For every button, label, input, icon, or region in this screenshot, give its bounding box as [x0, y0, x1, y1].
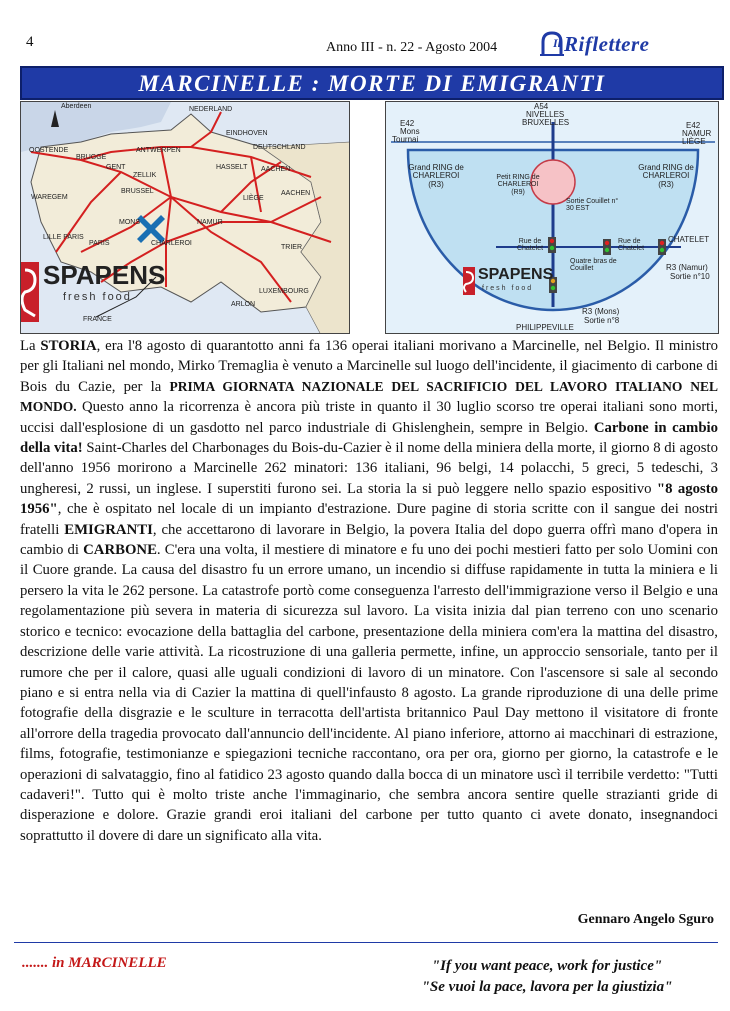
map-label: BRUGGE [76, 154, 107, 161]
article-emphasis: EMIGRANTI [64, 521, 153, 538]
map-label: HASSELT [216, 164, 248, 171]
map-label: NIVELLES [526, 110, 565, 119]
map-label: A54 [534, 102, 549, 111]
page-number: 4 [26, 34, 34, 50]
masthead-logo [540, 30, 720, 58]
sponsor-tagline: fresh food [482, 285, 534, 292]
traffic-light-icon [658, 239, 666, 255]
map-label: LIÈGE [243, 195, 264, 202]
sponsor-tagline: fresh food [63, 291, 132, 303]
author-name: Gennaro Angelo Sguro [577, 912, 714, 927]
map-label: E42 [400, 119, 415, 128]
map-label: R3 (Mons) [582, 307, 620, 316]
logo-name: Riflettere [564, 32, 650, 56]
charleroi-ring-map [385, 101, 719, 334]
article-text: La [20, 338, 41, 354]
quote-english: "If you want peace, work for justice" [431, 958, 663, 974]
belgium-road-map [20, 101, 350, 334]
map-label: Sortie n°8 [584, 316, 620, 325]
map-label: Rue de Chatelet [618, 238, 645, 253]
article-text: , che è ospitato nel locale di un impianto d'estrazione. Dure pagine di storia scritte con il sangue dei nostri fratelli [20, 501, 718, 538]
map-label: BRUSSEL [121, 188, 154, 195]
map-label: PHILIPPEVILLE [516, 323, 574, 332]
sponsor-brand: SPAPENS [43, 260, 166, 290]
map-label: FRANCE [83, 316, 112, 323]
map-label: Sortie Couillet n° 30 EST [566, 198, 619, 213]
map-label: ARLON [231, 301, 256, 308]
map-label: EINDHOVEN [226, 130, 268, 137]
map-label: Grand RING de CHARLEROI (R3) [638, 163, 694, 189]
map-label: LILLE PARIS [43, 234, 84, 241]
map-label: Rue de Chatelet [516, 238, 544, 253]
issue-info: Anno III - n. 22 - Agosto 2004 [326, 40, 498, 55]
map-label: NAMUR [197, 219, 223, 226]
map-label: Grand RING de CHARLEROI (R3) [408, 163, 464, 189]
traffic-light-icon [548, 237, 556, 253]
article-text: , era l'8 agosto di quarantotto anni fa 136 operai italiani morivano a Marcinelle, nel Belgio. Il ministro per gli Italiani nel mondo, Mirko Tremaglia è venuto a Marcinelle sul luogo dell'incidente, il giacimento di carbone di Bois du Cazie, per la [20, 338, 719, 395]
map-label: Tournai [392, 135, 419, 144]
map-label: LUXEMBOURG [259, 288, 309, 295]
map-label: Petit RING de CHARLEROI (R9) [496, 174, 540, 196]
ring-map-graphic [386, 102, 719, 334]
traffic-light-icon [603, 239, 611, 255]
map-label: TRIER [281, 244, 302, 251]
article-emphasis: STORIA [40, 338, 97, 354]
map-label: NAMUR [682, 129, 712, 138]
map-label: Quatre bras de Couillet [570, 258, 617, 273]
article-title: MARCINELLE : MORTE DI EMIGRANTI [138, 71, 606, 96]
map-label: ANTWERPEN [136, 147, 181, 154]
article-text: , che accettarono di lavorare in Belgio, la povera Italia del dopo guerra offrì mano d'opera in cambio di [20, 521, 719, 559]
map-label: E42 [686, 121, 701, 130]
article-emphasis: Carbone in cambio della vita! [20, 419, 719, 457]
map-label: NEDERLAND [189, 106, 233, 113]
map-label: Sortie n°10 [670, 272, 710, 281]
map-label: AACHEN [261, 166, 291, 173]
sponsor-brand: SPAPENS [478, 266, 554, 283]
footer-quote [382, 956, 712, 998]
logo-prefix: Il [553, 36, 562, 50]
map-label: Aberdeen [61, 103, 92, 110]
map-label: MONS [119, 219, 140, 226]
quote-italian: "Se vuoi la pace, lavora per la giustizia" [421, 979, 673, 995]
map-label: R3 (Namur) [666, 263, 708, 272]
map-label: WAREGEM [31, 194, 68, 201]
map-label: CHARLEROI [151, 240, 192, 247]
article-emphasis: "8 agosto 1956" [20, 480, 718, 518]
map-label: Mons [400, 127, 420, 136]
map-label: CHATELET [668, 235, 710, 244]
article-text: . C'era una volta, il mestiere di minatore e fu uno dei pochi mestieri fatto per solo Uomini con il Cuore grande. La causa del disastro fu un errore umano, un incendio si diffuse rapidamente in tutta la miniera e li persero la vita le 262 persone. La catastrofe portò come conseguenza l'arresto dell'immigrazione verso il Belgio e una regolamentazione più severa in materia di sicurezza sul lavoro. La visita inizia dal pian terreno con uno scenario storico e tecnico: evocazione della battaglia del carbone, presentazione della miniera com'era la mattina del disastro, descrizione delle varie attività. La ricostruzione di una galleria permette, infine, un approccio sensoriale, tanto per il rumore che per il calore, quasi alle uguali condizioni di lavoro di un minatore. Con l'ascensore si sale al secondo piano e si entra nella via di Cazier la mattina di quell'infausto 8 agosto. La grande riproduzione di una delle prime fotografie della disgrazie e le sculture in terracotta dell'artista britannico Paul Day mettono il visitatore di fronte all'orrore della tragedia provocato dall'annuncio dell'incidente. Al piano inferiore, attorno ai macchinari di estrazione, films, fotografie, testimonianze e spiegazioni tecniche raccontano, ora per ora, giorno per giorno, la catastrofe e le operazioni di salvataggio, fino al fatidico 23 agosto quando dalla bocca di un minatore uscì il terribile verdetto: "Tutti cadaveri!". Tutto qui è molto triste anche l'immaginario, che sembra ancora sentire quelle strazianti gride di disperazione e dolore. Grazie grandi eroi italiani del carbone per tutto quanto ci avete donato, insegnandoci soprattutto il dovere di dare un significato alla vita. [20, 542, 719, 844]
footer-section-label: ....... in MARCINELLE [22, 955, 167, 971]
map-label: PARIS [89, 240, 110, 247]
map-label: AACHEN [281, 190, 311, 197]
article-title-bar [20, 66, 724, 100]
map-label: LIÈGE [682, 137, 706, 146]
footer-divider [14, 942, 718, 943]
article-text: Questo anno la ricorrenza è ancora più triste in quanto il 30 luglio scorso tre operai italiani sono morti, uccisi dall'esplosione di un gasdotto nel parco industriale di Ghislenghein, sempre in Belgio. [20, 399, 718, 436]
map-label: OOSTENDE [29, 147, 69, 154]
map-label: ZELLIK [133, 172, 157, 179]
article-text: Saint-Charles del Charbonages du Bois-du-Cazier è il nome della miniera della morte, il giorno 8 di agosto dell'anno 1956 morirono a Marcinelle 262 minatori: 136 italiani, 96 belgi, 14 polacchi, 5 greci, 5 tedeschi, 3 ungheresi, 2 russi, un inglese. I superstiti furono sei. La storia la si può leggere nello spazio espositivo [20, 440, 718, 497]
article-emphasis: PRIMA GIORNATA NAZIONALE DEL SACRIFICIO DEL LAVORO ITALIANO NEL MONDO. [20, 378, 719, 415]
map-label: BRUXELLES [522, 118, 570, 127]
map-label: DEUTSCHLAND [253, 144, 306, 151]
map-label: GENT [106, 164, 126, 171]
article-emphasis: CARBONE [83, 542, 157, 559]
article-body [20, 336, 718, 846]
